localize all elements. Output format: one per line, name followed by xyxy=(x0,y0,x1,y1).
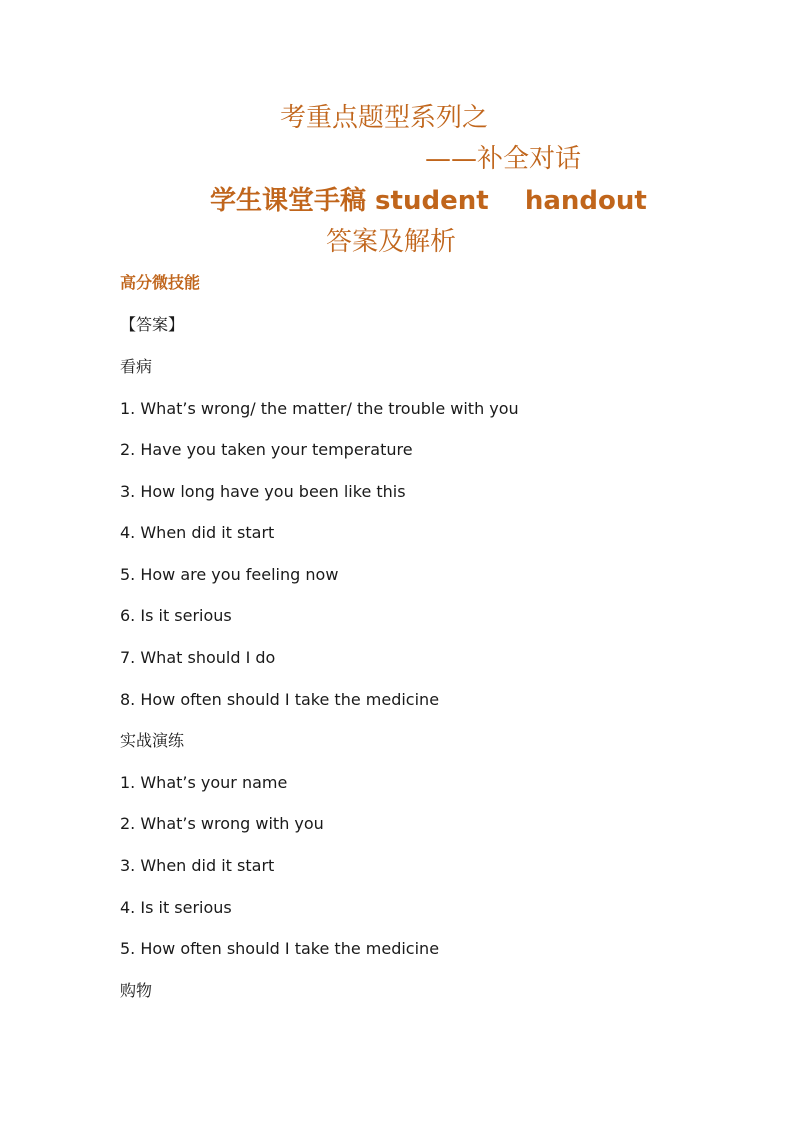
list-item: 5. How are you feeling now xyxy=(120,565,339,584)
list-item: 7. What should I do xyxy=(120,648,276,667)
title-line-2: ——补全对话 xyxy=(425,144,582,174)
list-item: 1. What’s your name xyxy=(120,773,288,792)
answer-label: 【答案】 xyxy=(120,315,185,334)
list-item: 6. Is it serious xyxy=(120,606,232,625)
list-item: 2. What’s wrong with you xyxy=(120,814,324,833)
group-heading-practice: 实战演练 xyxy=(120,731,185,750)
list-item: 8. How often should I take the medicine xyxy=(120,690,440,709)
list-item: 4. When did it start xyxy=(120,523,275,542)
list-item: 2. Have you taken your temperature xyxy=(120,440,413,459)
title-line-3: 学生课堂手稿 student handout xyxy=(210,186,647,216)
list-item: 1. What’s wrong/ the matter/ the trouble with you xyxy=(120,399,519,418)
title-line-4: 答案及解析 xyxy=(326,227,457,257)
section-heading: 高分微技能 xyxy=(120,273,201,292)
list-item: 3. How long have you been like this xyxy=(120,482,406,501)
group-heading-shopping: 购物 xyxy=(120,981,153,1000)
group-heading-see-doctor: 看病 xyxy=(120,357,153,376)
list-item: 5. How often should I take the medicine xyxy=(120,939,440,958)
list-item: 3. When did it start xyxy=(120,856,275,875)
list-item: 4. Is it serious xyxy=(120,898,232,917)
title-line-1: 考重点题型系列之 xyxy=(280,103,489,133)
